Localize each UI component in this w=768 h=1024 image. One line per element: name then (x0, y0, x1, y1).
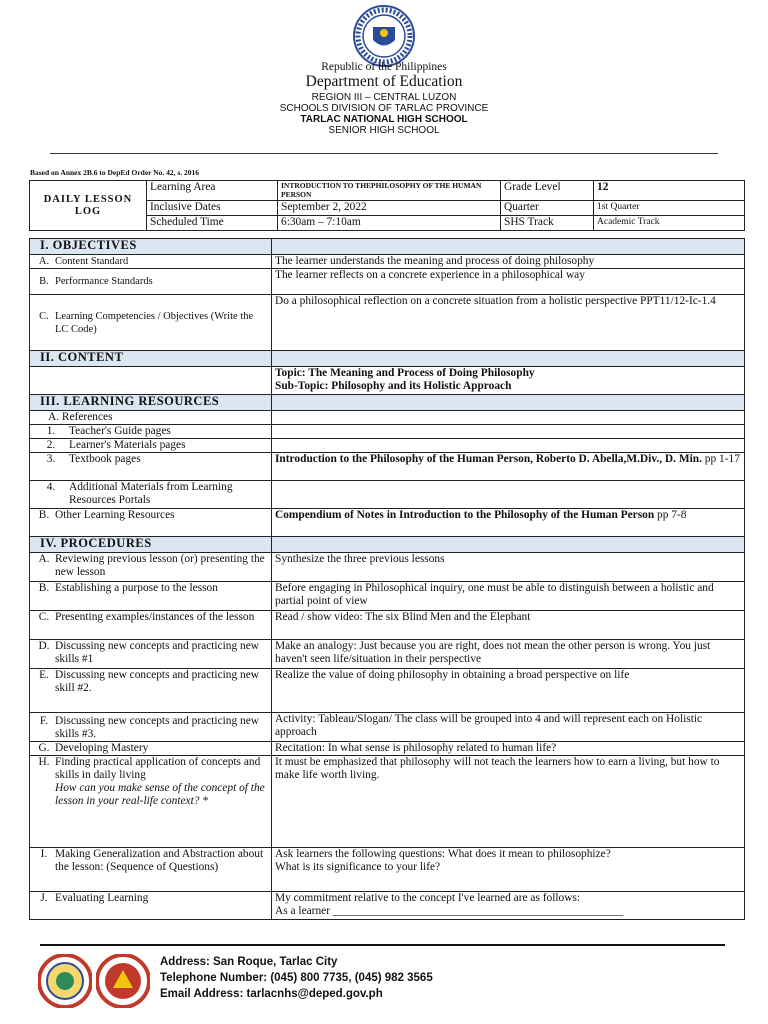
track-value: Academic Track (594, 216, 745, 231)
proc-g-key: G. (38, 742, 50, 754)
content-heading: II. CONTENT (30, 351, 272, 367)
proc-j-value-2: As a learner ___________________________________________________ (275, 905, 624, 917)
objectives-section (30, 239, 745, 255)
quarter-label: Quarter (501, 201, 594, 216)
tg-key: 1. (46, 425, 56, 437)
proc-b-value: Before engaging in Philosophical inquiry, one must be able to distinguish between a holistic and partial point of view (272, 582, 745, 611)
tb-key: 3. (46, 453, 56, 465)
proc-d-value: Make an analogy: Just because you are right, does not mean the other person is wrong. You just haven't seen life/situation in their perspective (272, 640, 745, 669)
division-text: SCHOOLS DIVISION OF TARLAC PROVINCE (279, 103, 489, 114)
learners-materials-label: Learner's Materials pages (69, 439, 186, 451)
content-standard-key: A. (38, 256, 50, 267)
proc-h-label: Finding practical application of concepts and skills in daily living (55, 756, 261, 781)
lm-key: 2. (46, 439, 56, 451)
proc-g-value: Recitation: In what sense is philosophy related to human life? (272, 742, 745, 756)
content-standard-value: The learner understands the meaning and process of doing philosophy (272, 255, 745, 269)
department-text: Department of Education (305, 73, 463, 90)
republic-text: Republic of the Philippines (321, 61, 447, 73)
proc-e-value: Realize the value of doing philosophy in obtaining a broad perspective on life (272, 669, 745, 713)
dll-title: DAILY LESSON LOG (30, 181, 147, 231)
footer-address: Address: San Roque, Tarlac City (160, 956, 338, 968)
textbook-title: Introduction to the Philosophy of the Human Person, Roberto D. Abella,M.Div., D. Min. (275, 453, 702, 465)
lesson-table (29, 238, 745, 920)
proc-e-key: E. (39, 669, 49, 681)
proc-i-value-2: What is its significance to your life? (275, 861, 441, 873)
proc-a-value: Synthesize the three previous lessons (272, 553, 745, 582)
track-label: SHS Track (501, 216, 594, 231)
competencies-value: Do a philosophical reflection on a concrete situation from a holistic perspective PPT11/12-Ic-1.4 (272, 295, 745, 351)
proc-a-key: A. (38, 553, 50, 565)
grade-label: Grade Level (501, 181, 594, 201)
proc-c-value: Read / show video: The six Blind Men and the Elephant (272, 611, 745, 640)
proc-c-label: Presenting examples/instances of the lesson (55, 611, 255, 623)
footer-phone: Telephone Number: (045) 800 7735, (045) 982 3565 (160, 972, 433, 984)
proc-h-value: It must be emphasized that philosophy will not teach the learners how to earn a living, but how to make life worth living. (272, 756, 745, 848)
proc-c-key: C. (38, 611, 50, 623)
header-divider (50, 153, 718, 154)
division-logo (38, 954, 92, 1008)
other-resources-label: Other Learning Resources (55, 509, 175, 521)
proc-f-value: Activity: Tableau/Slogan/ The class will be grouped into 4 and will represent each on Holistic approach (272, 713, 745, 742)
proc-e-label: Discussing new concepts and practicing new skill #2. (55, 669, 260, 694)
footer-email[interactable]: Email Address: tarlacnhs@deped.gov.ph (160, 988, 383, 1000)
proc-j-label: Evaluating Learning (55, 892, 149, 904)
teachers-guide-label: Teacher's Guide pages (69, 425, 171, 437)
proc-i-value-1: Ask learners the following questions: What does it mean to philosophize? (275, 848, 611, 860)
proc-f-label: Discussing new concepts and practicing new skills #3. (55, 715, 260, 740)
proc-i-key: I. (40, 848, 48, 860)
subtopic-text: Sub-Topic: Philosophy and its Holistic Approach (275, 380, 512, 392)
proc-d-label: Discussing new concepts and practicing new skills #1 (55, 640, 260, 665)
proc-b-key: B. (38, 582, 50, 594)
other-key: B. (38, 509, 50, 521)
proc-f-key: F. (39, 715, 49, 727)
proc-i-label: Making Generalization and Abstraction about the lesson: (Sequence of Questions) (55, 848, 264, 873)
resources-heading: III. LEARNING RESOURCES (30, 395, 272, 411)
learning-area-label: Learning Area (147, 181, 278, 201)
references-label: A. References (30, 411, 272, 425)
dates-value: September 2, 2022 (278, 201, 501, 216)
proc-b-label: Establishing a purpose to the lesson (55, 582, 218, 594)
proc-h-prompt: How can you make sense of the concept of the lesson in your real-life context? * (55, 782, 265, 807)
proc-d-key: D. (38, 640, 50, 652)
footer-divider (40, 944, 725, 946)
proc-g-label: Developing Mastery (55, 742, 149, 754)
info-table (29, 180, 745, 231)
time-value: 6:30am – 7:10am (278, 216, 501, 231)
basis-text: Based on Annex 2B.6 to DepEd Order No. 42, s. 2016 (30, 168, 200, 177)
proc-a-label: Reviewing previous lesson (or) presenting the new lesson (55, 553, 265, 578)
competencies-label: Learning Competencies / Objectives (Write the LC Code) (55, 310, 254, 335)
school-text: TARLAC NATIONAL HIGH SCHOOL (300, 114, 468, 125)
add-key: 4. (46, 481, 56, 493)
proc-h-key: H. (38, 756, 50, 768)
content-standard-label: Content Standard (55, 256, 129, 267)
dates-label: Inclusive Dates (147, 201, 278, 216)
level-text: SENIOR HIGH SCHOOL (328, 125, 440, 136)
deped-seal (353, 5, 415, 67)
region-text: REGION III – CENTRAL LUZON (311, 92, 457, 103)
school-logo (96, 954, 150, 1008)
time-label: Scheduled Time (147, 216, 278, 231)
objectives-heading: I. OBJECTIVES (30, 239, 272, 255)
textbook-pages: pp 1-17 (701, 453, 740, 465)
grade-value: 12 (594, 181, 745, 201)
performance-standard-key: B. (39, 276, 49, 287)
learning-area-value: INTRODUCTION TO THEPHILOSOPHY OF THE HUMAN PERSON (278, 181, 501, 201)
proc-j-key: J. (40, 892, 48, 904)
proc-j-value-1: My commitment relative to the concept I've learned are as follows: (275, 892, 581, 904)
additional-materials-label: Additional Materials from Learning Resources Portals (69, 481, 233, 506)
competencies-key: C. (39, 310, 49, 322)
quarter-value: 1st Quarter (594, 201, 745, 216)
procedures-heading: IV. PROCEDURES (30, 537, 272, 553)
other-resources-pages: pp 7-8 (654, 509, 687, 521)
topic-text: Topic: The Meaning and Process of Doing Philosophy (275, 367, 535, 379)
performance-standard-value: The learner reflects on a concrete experience in a philosophical way (272, 269, 745, 295)
performance-standard-label: Performance Standards (55, 276, 153, 287)
other-resources-title: Compendium of Notes in Introduction to the Philosophy of the Human Person (275, 509, 655, 521)
textbook-label: Textbook pages (69, 453, 141, 465)
